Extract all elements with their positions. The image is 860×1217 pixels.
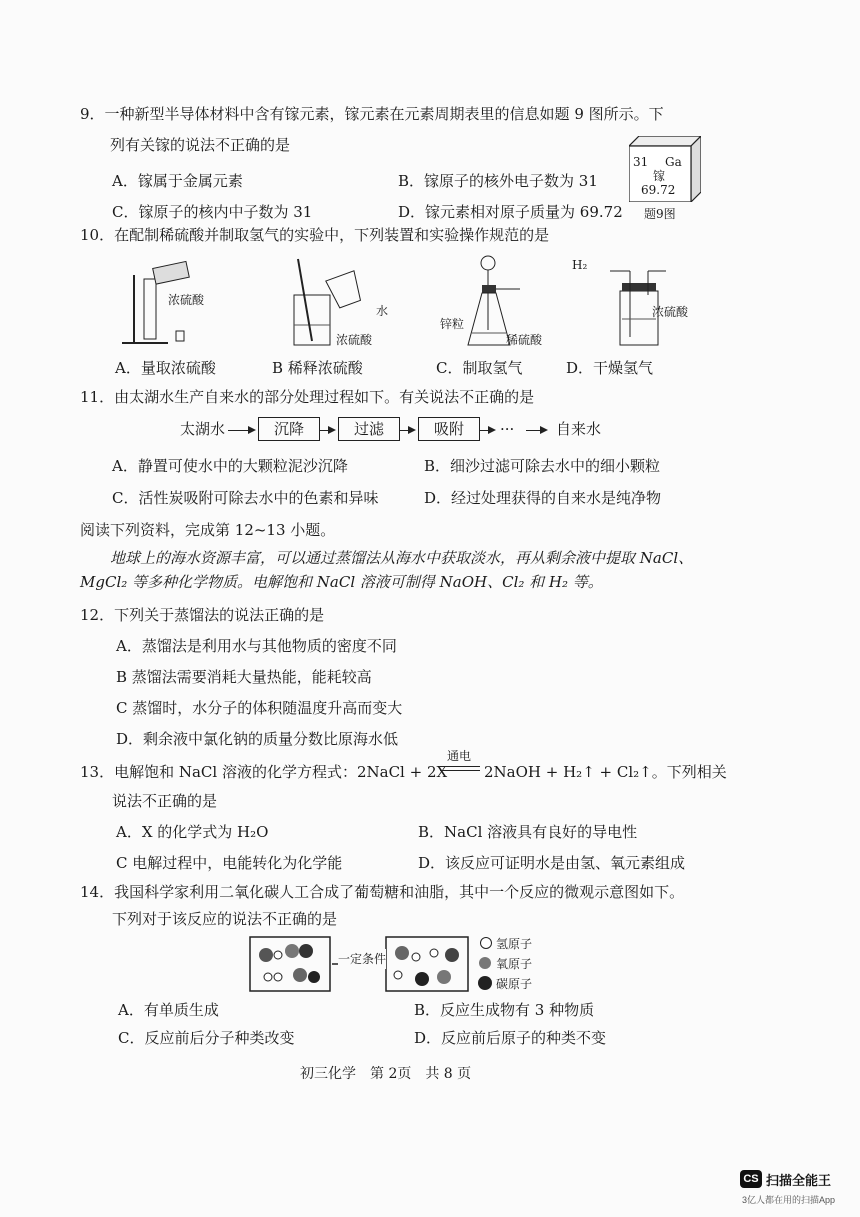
q9-option-d: D．镓元素相对原子质量为 69.72 [398, 203, 623, 221]
q12-option-a: A．蒸馏法是利用水与其他物质的密度不同 [116, 637, 397, 655]
reading-paragraph-1: 地球上的海水资源丰富，可以通过蒸馏法从海水中获取淡水，再从剩余液中提取 NaCl、 [110, 549, 694, 567]
flow-end: 自来水 [556, 420, 602, 438]
q12-stem: 12．下列关于蒸馏法的说法正确的是 [80, 606, 325, 624]
q14-stem-line2: 下列对于该反应的说法不正确的是 [112, 910, 338, 928]
q11-stem: 11．由太湖水生产自来水的部分处理过程如下。有关说法不正确的是 [80, 388, 535, 406]
element-number: 31 [633, 155, 649, 169]
flow-arrow-2 [320, 430, 334, 431]
q13-option-d: D．该反应可证明水是由氢、氧元素组成 [418, 854, 686, 872]
q13-stem-part2: 2NaOH + H₂↑ + Cl₂↑。下列相关 [484, 763, 727, 781]
flow-step-2: 过滤 [338, 417, 400, 441]
q14-option-b: B．反应生成物有 3 种物质 [414, 1001, 595, 1019]
q10-option-c: C．制取氢气 [436, 359, 523, 377]
periodic-table-cell-figure [629, 136, 701, 202]
q9-option-a: A．镓属于金属元素 [112, 172, 243, 190]
equation-bar-top [440, 766, 480, 767]
reading-paragraph-2: MgCl₂ 等多种化学物质。电解饱和 NaCl 溶液可制得 NaOH、Cl₂ 和 H₂ 等。 [80, 573, 603, 591]
q13-condition: 通电 [447, 749, 472, 763]
carbon-atom-icon [478, 976, 492, 990]
q9-option-c: C．镓原子的核内中子数为 31 [112, 203, 313, 221]
hydrogen-atom-icon [480, 937, 492, 949]
reading-intro: 阅读下列资料，完成第 12~13 小题。 [80, 521, 336, 539]
label-conc-acid-b: 浓硫酸 [336, 333, 373, 347]
label-h2: H₂ [572, 258, 588, 272]
label-water: 水 [376, 304, 389, 318]
scanner-brand: 扫描全能王 [766, 1173, 832, 1188]
q13-option-b: B．NaCl 溶液具有良好的导电性 [418, 823, 638, 841]
element-mass: 69.72 [641, 183, 676, 197]
q13-option-c: C 电解过程中，电能转化为化学能 [116, 854, 343, 872]
flow-step-3: 吸附 [418, 417, 480, 441]
q9-stem-line1: 9．一种新型半导体材料中含有镓元素，镓元素在元素周期表里的信息如题 9 图所示。下 [80, 105, 664, 123]
flow-arrow-5 [526, 430, 546, 431]
q10-option-b: B 稀释浓硫酸 [272, 359, 363, 377]
q13-option-a: A．X 的化学式为 H₂O [116, 823, 269, 841]
flow-step-1: 沉降 [258, 417, 320, 441]
label-zinc: 锌粒 [440, 317, 465, 331]
legend-hydrogen: 氢原子 [496, 937, 533, 951]
q11-option-a: A．静置可使水中的大颗粒泥沙沉降 [112, 457, 348, 475]
flow-start: 太湖水 [180, 420, 226, 438]
q12-option-c: C 蒸馏时，水分子的体积随温度升高而变大 [116, 699, 403, 717]
label-conc-acid-d: 浓硫酸 [652, 305, 689, 319]
oxygen-atom-icon [479, 957, 491, 969]
q10-option-d: D．干燥氢气 [566, 359, 654, 377]
q11-option-d: D．经过处理获得的自来水是纯净物 [424, 489, 662, 507]
flow-dots: ··· [500, 420, 515, 438]
q9-option-b: B．镓原子的核外电子数为 31 [398, 172, 598, 190]
q10-option-a: A．量取浓硫酸 [115, 359, 216, 377]
element-name: 镓 [653, 169, 666, 183]
q10-stem: 10．在配制稀硫酸并制取氢气的实验中，下列装置和实验操作规范的是 [80, 226, 550, 244]
reaction-condition: 一定条件 [338, 949, 386, 969]
scanner-tagline: 3亿人都在用的扫描App [742, 1195, 836, 1205]
q9-stem-line2: 列有关镓的说法不正确的是 [110, 136, 291, 154]
flow-arrow-1 [228, 430, 254, 431]
legend-oxygen: 氧原子 [496, 957, 533, 971]
element-symbol: Ga [665, 155, 682, 169]
legend-carbon: 碳原子 [496, 977, 533, 991]
label-dilute-acid: 稀硫酸 [506, 333, 543, 347]
flow-arrow-3 [400, 430, 414, 431]
q14-option-a: A．有单质生成 [118, 1001, 219, 1019]
q14-option-d: D．反应前后原子的种类不变 [414, 1029, 607, 1047]
q14-option-c: C．反应前后分子种类改变 [118, 1029, 295, 1047]
q14-stem-line1: 14．我国科学家利用二氧化碳人工合成了葡萄糖和油脂，其中一个反应的微观示意图如下。 [80, 883, 685, 901]
page-footer: 初三化学 第 2页 共 8 页 [300, 1066, 472, 1082]
lab-apparatus-figure [120, 255, 720, 355]
scanner-logo-icon: CS [740, 1170, 762, 1188]
figure-caption: 题9图 [644, 207, 676, 221]
q11-option-b: B．细沙过滤可除去水中的细小颗粒 [424, 457, 661, 475]
q13-stem-line2: 说法不正确的是 [112, 792, 218, 810]
q12-option-d: D．剩余液中氯化钠的质量分数比原海水低 [116, 730, 399, 748]
label-conc-acid-a: 浓硫酸 [168, 293, 205, 307]
flow-arrow-4 [480, 430, 494, 431]
q11-option-c: C．活性炭吸附可除去水中的色素和异味 [112, 489, 379, 507]
equation-bar-bottom [440, 770, 480, 771]
q12-option-b: B 蒸馏法需要消耗大量热能，能耗较高 [116, 668, 372, 686]
q13-stem-part1: 13．电解饱和 NaCl 溶液的化学方程式：2NaCl + 2X [80, 763, 448, 781]
